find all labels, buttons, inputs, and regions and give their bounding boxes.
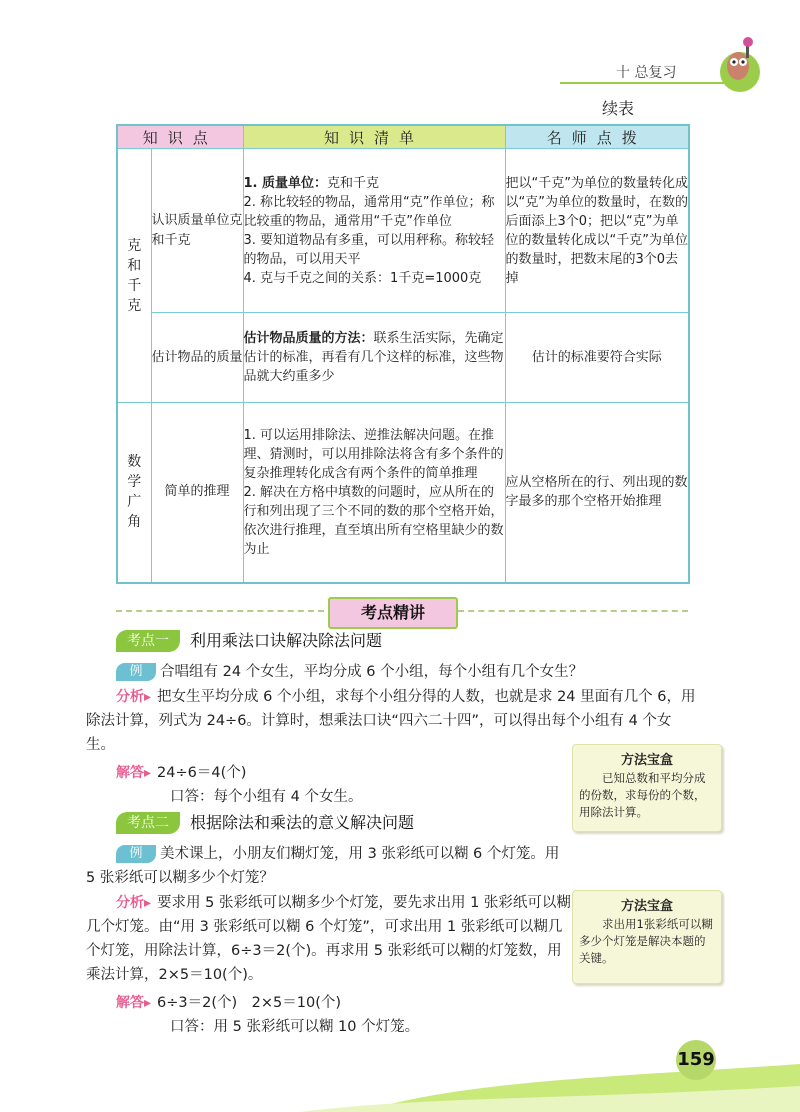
method-text: 联系生活实际，先确定估计的标准，再看有几个这样的标准，这些物品就大约重多少 [243,331,504,384]
answer-label: 解答▸ [116,995,152,1011]
section-name [117,149,151,403]
continued-label: 续表 [602,99,635,118]
list-item: 4. 克与千克之间的关系：1千克=1000克 [243,270,482,286]
header-knowledge-list: 知识清单 [243,125,505,149]
example-tag: 例 [116,845,156,863]
section-name [117,403,151,583]
table-row [117,149,689,313]
list-item: 1. 可以运用排除法、逆推法解决问题。在推理、猜测时，可以用排除法将含有多个条件的复杂推理转化成含有两个条件的简单推理 [243,427,504,481]
tip-cell: 估计的标准要符合实际 [505,313,689,403]
method-box-title: 方法宝盒 [620,753,673,768]
table-row [117,313,689,403]
topic-cell: 认识质量单位克和千克 [151,149,243,313]
divider-right [458,610,688,612]
answer-text: 口答：用 5 张彩纸可以糊 10 个灯笼。 [170,1019,420,1035]
list-item: 3. 要知道物品有多重，可以用秤称。称较轻的物品，可以用天平 [243,232,495,267]
example-text: 合唱组有 24 个女生，平均分成 6 个小组，每个小组有几个女生？ [160,664,584,680]
kaodian-title: 利用乘法口诀解决除法问题 [190,631,383,650]
list-item: 1. 质量单位：克和千克 [243,175,380,191]
section-label: 数 学 广 角 [127,454,142,531]
answer-1 [116,761,556,809]
example-text: 美术课上，小朋友们糊灯笼，用 3 张彩纸可以糊 6 个灯笼。用 5 张彩纸可以糊多少个灯笼？ [86,846,560,886]
answer-text: 口答：每个小组有 4 个女生。 [170,789,363,805]
knowledge-table [116,124,690,584]
header-teacher-tips: 名师点拨 [505,125,689,149]
answer-equation: 24÷6＝4(个) [157,765,247,781]
table-row [117,403,689,583]
chapter-title: 十 总复习 [616,65,677,81]
section-banner: 考点精讲 [328,597,458,629]
header-knowledge-point: 知识点 [117,125,243,149]
analysis-text: 把女生平均分成 6 个小组，求每个小组分得的人数，也就是求 24 里面有几个 6，用除法计算，列式为 24÷6。计算时，想乘法口诀“四六二十四”，可以得出每个小组有 4 个女生。 [86,689,696,753]
analysis-text: 要求用 5 张彩纸可以糊多少个灯笼，要先求出用 1 张彩纸可以糊几个灯笼。由“用 3 张彩纸可以糊 6 个灯笼”，可求出用 1 张彩纸可以糊几个灯笼，用除法计算，6÷3＝2(个)。再求用 5 张彩纸可以糊的灯笼数，用乘法计算，2×5＝10(个)。 [86,895,571,983]
method-heading: 估计物品质量的方法： [243,331,374,346]
answer-equation: 6÷3＝2(个) 2×5＝10(个) [157,995,342,1011]
kaodian-tag: 考点一 [116,630,180,652]
knowledge-cell [243,403,505,583]
list-item: 2. 称比较轻的物品，通常用“克”作单位；称比较重的物品，通常用“千克”作单位 [243,194,495,229]
method-box-text: 求出用1张彩纸可以糊多少个灯笼是解决本题的关键。 [579,917,713,965]
list-item: 2. 解决在方格中填数的问题时，应从所在的行和列出现了三个不同的数的那个空格开始，依次进行推理，直至填出所有空格里缺少的数为止 [243,484,504,557]
kaodian-heading [116,812,536,834]
analysis-label: 分析▸ [116,689,152,705]
method-box-title: 方法宝盒 [620,899,673,914]
page-number: 159 [676,1040,716,1080]
answer-label: 解答▸ [116,765,152,781]
kaodian-tag: 考点二 [116,812,180,834]
example-1 [116,660,696,684]
example-tag: 例 [116,663,156,681]
mascot-icon [716,36,764,98]
knowledge-cell [243,149,505,313]
method-box-text: 已知总数和平均分成的份数，求每份的个数，用除法计算。 [579,771,706,819]
tip-cell: 把以“千克”为单位的数量转化成以“克”为单位的数量时，在数的后面添上3个0；把以“克”为单位的数量转化成以“千克”为单位的数量时，把数末尾的3个0去掉 [505,149,689,313]
example-2 [86,842,572,890]
answer-2 [116,991,576,1039]
knowledge-cell [243,313,505,403]
topic-cell: 简单的推理 [151,403,243,583]
analysis-label: 分析▸ [116,895,152,911]
header-rule [560,82,730,84]
section-label: 克 和 千 克 [127,237,142,314]
analysis-2 [86,891,572,987]
divider-left [116,610,324,612]
topic-cell: 估计物品的质量 [151,313,243,403]
method-box [572,744,722,832]
table-header-row [117,125,689,149]
method-box [572,890,722,984]
tip-cell: 应从空格所在的行、列出现的数字最多的那个空格开始推理 [505,403,689,583]
kaodian-title: 根据除法和乘法的意义解决问题 [190,813,415,832]
kaodian-heading [116,630,516,652]
